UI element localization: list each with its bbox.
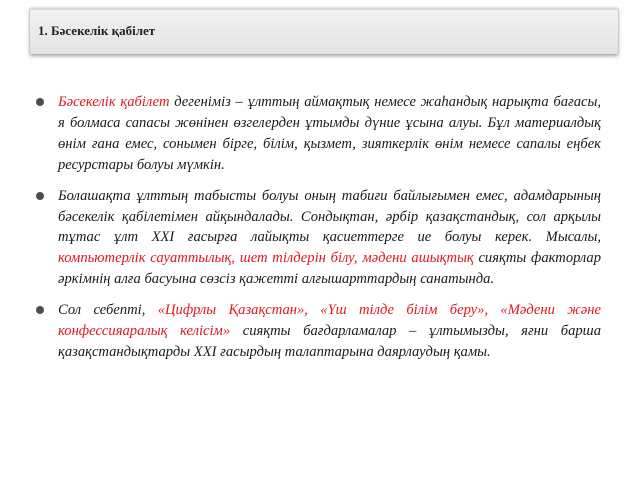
bullet-icon xyxy=(36,98,44,106)
slide-title-bar xyxy=(30,8,618,54)
paragraph-text: Сол себепті, xyxy=(58,302,158,319)
slide-title: 1. Бәсекелік қабілет xyxy=(38,23,156,38)
paragraph-text: сияқты бағдарламалар – ұлтымызды, яғни барша қазақстандықтарды XXI ғасырдың талаптарына даярлаудың қамы. xyxy=(58,323,601,360)
paragraph-1 xyxy=(36,92,601,176)
paragraph-2 xyxy=(36,186,601,291)
slide-content xyxy=(36,92,601,373)
paragraph-text: сияқты факторлар әркімнің алға басуына сөзсіз қажетті алғышарттардың санатында. xyxy=(58,250,601,288)
bullet-icon xyxy=(36,306,44,314)
factors-highlight: компьютерлік сауаттылық, шет тілдерін білу, мәдени ашықтық xyxy=(58,250,474,267)
term-highlight: Бәсекелік қабілет xyxy=(58,94,170,110)
paragraph-text: дегеніміз – ұлттың аймақтық немесе жаһандық нарықта бағасы, я болмаса сапасы жөнінен өзгелерден ұтымды дүние ұсына алуы. Бұл материалдық өнім ғана емес, сонымен бірге, білім, қызмет, зияткерлік өнім немесе сапалы еңбек ресурстары болуы мүмкін. xyxy=(58,94,601,173)
paragraph-3 xyxy=(36,300,601,363)
programs-highlight: «Цифрлы Қазақстан», «Үш тілде білім беру», «Мәдени және конфессияаралық келісім» xyxy=(58,302,601,340)
bullet-icon xyxy=(36,192,44,200)
paragraph-text: Болашақта ұлттың табысты болуы оның табиғи байлығымен емес, адамдарының бәсекелік қабілетімен айқындалады. Сондықтан, әрбір қазақстандық, сол арқылы тұтас ұлт XXI ғасырға лайықты қасиеттерге ие болуы керек. Мысалы, xyxy=(58,187,601,246)
